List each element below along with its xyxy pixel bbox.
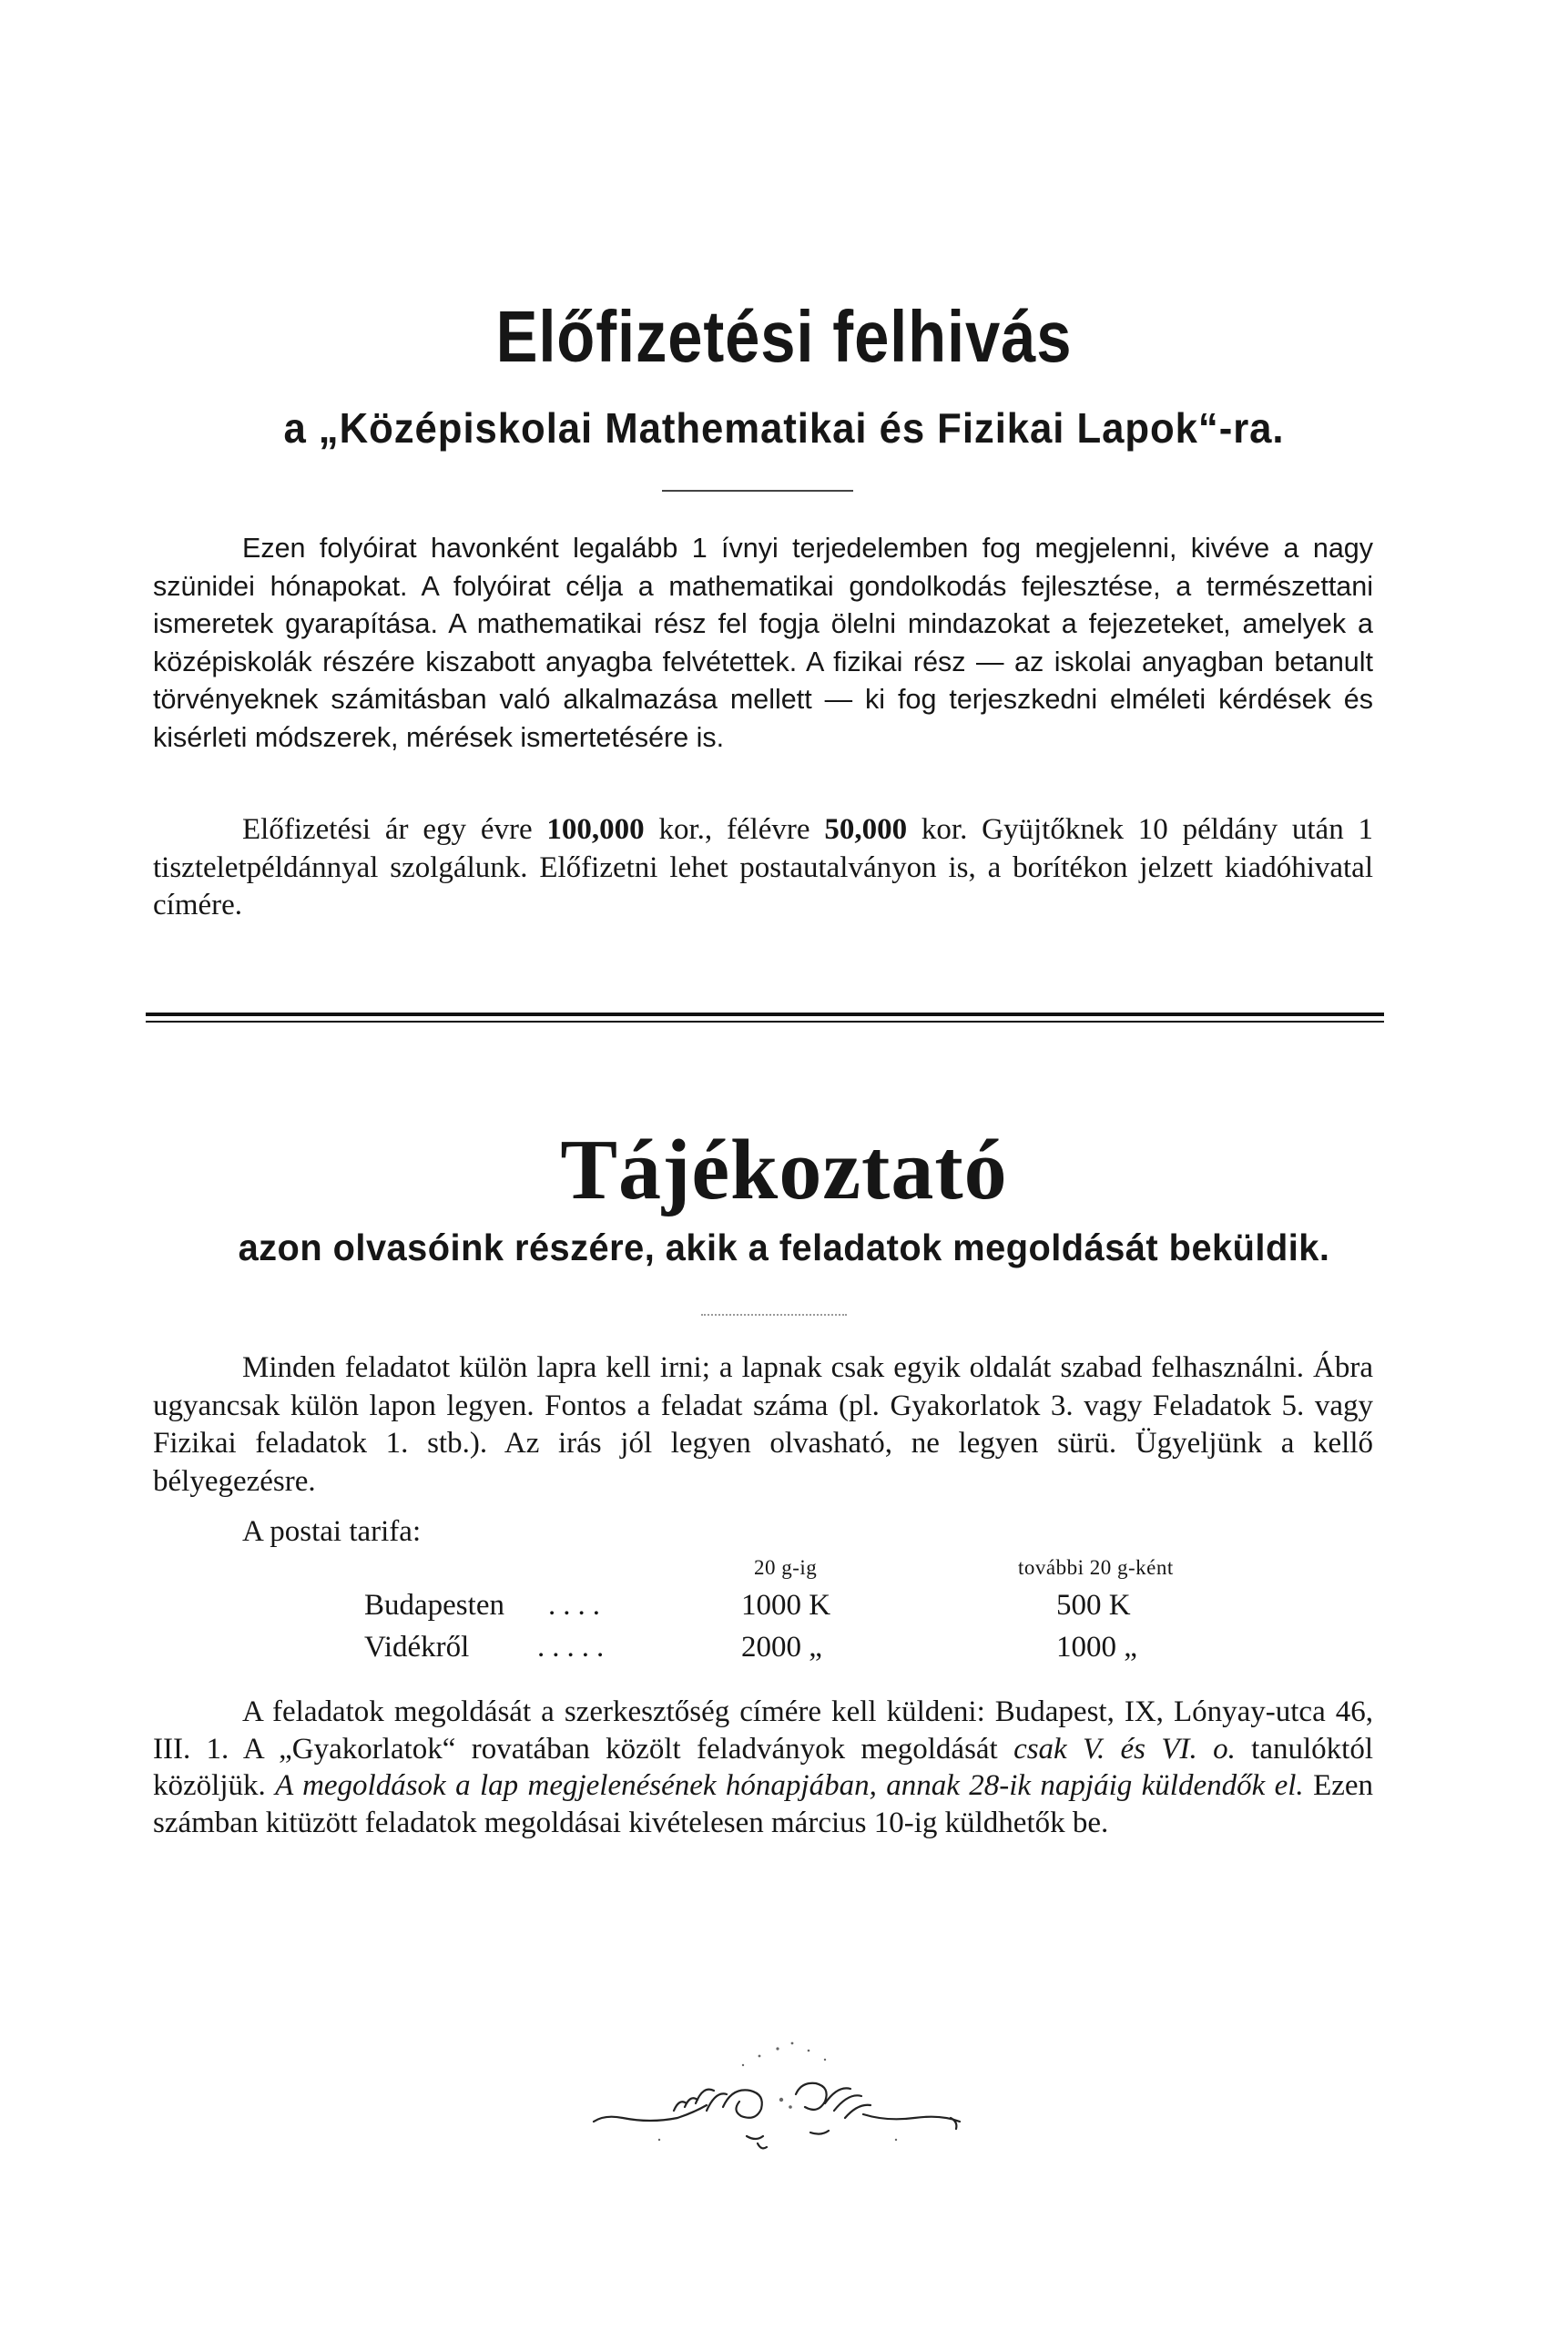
tariff-value-additional: 1000 „ — [1056, 1631, 1137, 1664]
submission-text-1: A feladatok megoldását a szerkesztőség címére kell küldeni: Budapest, IX, Lónyay-utca 46, III. 1. A „Gyakorlatok“ rovatában közölt feladványok megoldását — [153, 1695, 1373, 1766]
submission-text-3: Ezen számban kitüzött feladatok megoldásai kivételesen március 10-ig küldhetők be. — [153, 1769, 1374, 1839]
price-paragraph — [153, 811, 1373, 925]
price-text-2: kor., félévre — [644, 813, 825, 846]
price-text-3: kor. Gyüjtőknek 10 példány után 1 tiszteletpéldánnyal szolgálunk. Előfizetni lehet postautalványon is, a borítékon jelzett kiadóhivatal címére. — [153, 813, 1374, 921]
year-price: 100,000 — [546, 813, 645, 846]
tariff-value-first: 1000 K — [741, 1589, 831, 1622]
price-paragraph-text — [153, 811, 1373, 925]
information-title: Tájékoztató — [560, 1123, 1008, 1217]
tariff-leader-dots: .... — [548, 1589, 607, 1622]
subscription-paragraph — [153, 530, 1373, 757]
tariff-city: Budapesten — [364, 1589, 504, 1622]
tariff-column-header-2: további 20 g-ként — [1018, 1556, 1174, 1579]
submission-paragraph — [153, 1694, 1373, 1841]
price-text-1: Előfizetési ár egy évre — [242, 813, 547, 846]
short-divider — [662, 490, 853, 492]
tariff-city: Vidékről — [364, 1631, 470, 1664]
instructions-paragraph-text: Minden feladatot külön lapra kell irni; a lapnak csak egyik oldalát szabad felhasználni. Ábra ugyancsak külön lapon legyen. Fontos a feladat száma (pl. Gyakorlatok 3. vagy Feladatok 5. vagy Fizikai feladatok 1. stb.). Az irás jól legyen olvasható, ne legyen sürü. Ügyeljünk a kellő bélyegezésre. — [153, 1351, 1373, 1498]
submission-paragraph-text — [153, 1694, 1373, 1841]
subscription-paragraph-text: Ezen folyóirat havonként legalább 1 ívnyi terjedelemben fog megjelenni, kivéve a nagy szünidei hónapokat. A folyóirat célja a mathematikai gondolkodás fejlesztése, a természettani ismeretek gyarapítása. A mathematikai rész fel fogja ölelni mindazokat a fejezeteket, amelyek a középiskolák részére kiszabott anyagba felvétettek. A fizikai rész — az iskolai anyagban betanult törvényeknek számitásban való alkalmazása mellett — ki fog terjeszkedni elméleti kérdések és kisérleti módszerek, mérések ismertetésére is. — [153, 533, 1373, 753]
submission-italic-2: A megoldások a lap megjelenésének hónapjában, annak 28-ik napjáig küldendők el. — [275, 1769, 1304, 1802]
subscription-title: Előfizetési felhivás — [495, 296, 1073, 377]
information-subtitle: azon olvasóink részére, akik a feladatok megoldását beküldik. — [238, 1227, 1330, 1268]
subscription-subtitle: a „Középiskolai Mathematikai és Fizikai Lapok“-ra. — [283, 404, 1285, 452]
half-year-price: 50,000 — [824, 813, 908, 846]
double-divider-top — [146, 1013, 1384, 1016]
dotted-divider — [701, 1314, 847, 1316]
tariff-value-additional: 500 K — [1056, 1589, 1131, 1622]
tariff-leader-dots: ..... — [537, 1631, 612, 1664]
tariff-column-header-1: 20 g-ig — [754, 1556, 818, 1579]
double-divider-bottom — [146, 1021, 1384, 1023]
instructions-paragraph — [153, 1349, 1373, 1501]
decorative-flourish-icon — [586, 2031, 969, 2167]
submission-text-2: tanulóktól közöljük. — [153, 1732, 1373, 1802]
tariff-value-first: 2000 „ — [741, 1631, 822, 1664]
submission-italic-1: csak V. és VI. o. — [1013, 1732, 1236, 1766]
tariff-label: A postai tarifa: — [242, 1515, 422, 1548]
